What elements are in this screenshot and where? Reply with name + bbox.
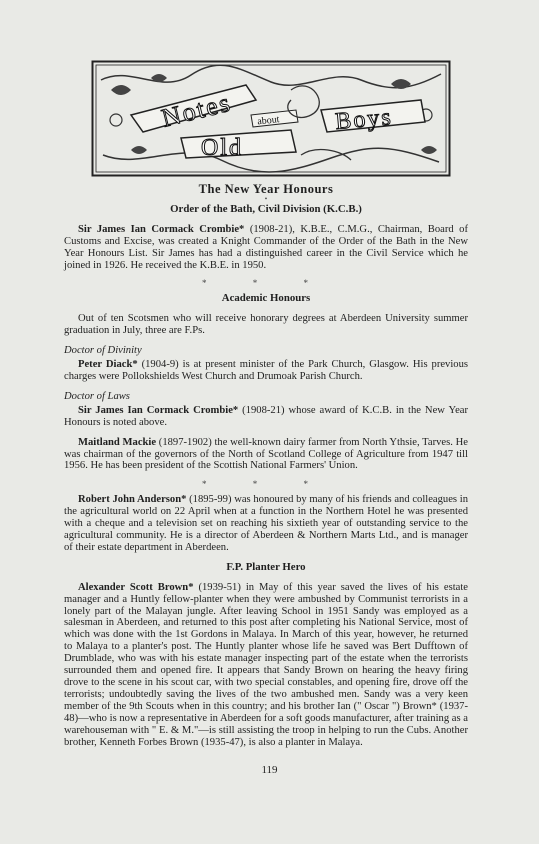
page-number: 119 [261, 764, 278, 776]
banner-word-notes: Notes [158, 87, 235, 133]
mackie-name: Maitland Mackie [78, 436, 157, 448]
order-of-bath-heading: Order of the Bath, Civil Division (K.C.B.) [170, 202, 362, 215]
mackie-paragraph [64, 437, 468, 473]
anderson-paragraph [64, 494, 468, 554]
crombie-laws-paragraph [64, 405, 468, 429]
planter-hero-heading: F.P. Planter Hero [226, 560, 306, 573]
brown-paragraph [64, 582, 468, 749]
article-body [64, 184, 468, 748]
mackie-text: (1897-1902) the well-known dairy farmer from North Ythsie, Tarves. He was chairman of the governors of the North of Scotland College of Agriculture from 1947 till 1956. He has been president of the Scottish National Farmers' Union. [64, 436, 468, 472]
article-title: The New Year Honours [198, 182, 334, 196]
diack-text: (1904-9) is at present minister of the Park Church, Glasgow. His previous charges were Pollokshields West Church and Drumoak Parish Church. [64, 359, 469, 382]
anderson-name: Robert John Anderson* [78, 494, 187, 506]
title-ornament: • [264, 194, 268, 203]
crombie-name: Sir James Ian Cormack Crombie* [78, 223, 245, 235]
section-divider: * * * [202, 278, 330, 289]
banner-word-boys: Boys [334, 104, 394, 136]
banner-word-about: about [256, 114, 281, 128]
section-divider-2: * * * [202, 479, 330, 490]
anderson-text: (1895-99) was honoured by many of his friends and colleagues in the agricultural world on 22 April when at a function in the Northern Hotel he was presented with a cheque and a television set on reaching his sixtieth year of outstanding service to the agricultural community. He is a director of Aberdeen & Northern Marts Ltd., and is manager of their estate department in Aberdeen. [64, 494, 468, 553]
notes-about-old-boys-banner [91, 60, 451, 177]
brown-name: Alexander Scott Brown* [78, 581, 194, 593]
doctor-of-laws-label: Doctor of Laws [64, 390, 130, 402]
crombie-paragraph [64, 224, 468, 272]
crombie-laws-name: Sir James Ian Cormack Crombie* [78, 404, 239, 416]
banner-word-old: Old [201, 135, 243, 161]
brown-text: (1939-51) in May of this year saved the lives of his estate manager and a Huntly fellow-planter when they were ambushed by Communist terrorists in a lonely part of the Malayan jungle. After leaving School in 1951 Sandy was employed as a salesman in Aberdeen, and returned to this post after completing his National Service, most of which was done with the 1st Gordons in Malaya. In March of this year, however, he returned to Malaya to a planter's post. The Huntly planter whose life he saved was Bert Dufftown of Drumblade, who was with his estate manager inspecting part of the estate when the terrorists surrounded them and opened fire. It appears that Sandy Brown on hearing the heavy firing drove to the scene in his scout car, with two special constables, and opening fire, drove off the terrorists; undoubtedly saving the lives of the two ambushed men. Sandy was a very keen member of the 9th Scouts when in this country; and his brother Ian (" Oscar ") Brown* (1937-48)—who is now a representative in Aberdeen for a soft goods manufacturer, after training as a warehouseman with " E. & M."—is still assisting the troop in helping to run the Cubs. Another brother, Kenneth Forbes Brown (1935-47), is also a planter in Malaya. [64, 581, 468, 748]
crombie-laws-text: (1908-21) whose award of K.C.B. in the New Year Honours is noted above. [64, 404, 469, 428]
diack-paragraph [64, 359, 468, 383]
academic-intro-paragraph: Out of ten Scotsmen who will receive honorary degrees at Aberdeen University summer graduation in July, three are F.Ps. [64, 313, 468, 337]
diack-name: Peter Diack* [78, 359, 138, 371]
crombie-text: (1908-21), K.B.E., C.M.G., Chairman, Board of Customs and Excise, was created a Knight Commander of the Order of the Bath in the New Year Honours List. Sir James has had a distinguished career in the Civil Service which he joined in 1926. He received the K.B.E. in 1950. [64, 223, 468, 271]
academic-honours-heading: Academic Honours [221, 292, 311, 305]
doctor-of-divinity-label: Doctor of Divinity [64, 345, 142, 357]
banner-artwork [91, 60, 451, 177]
